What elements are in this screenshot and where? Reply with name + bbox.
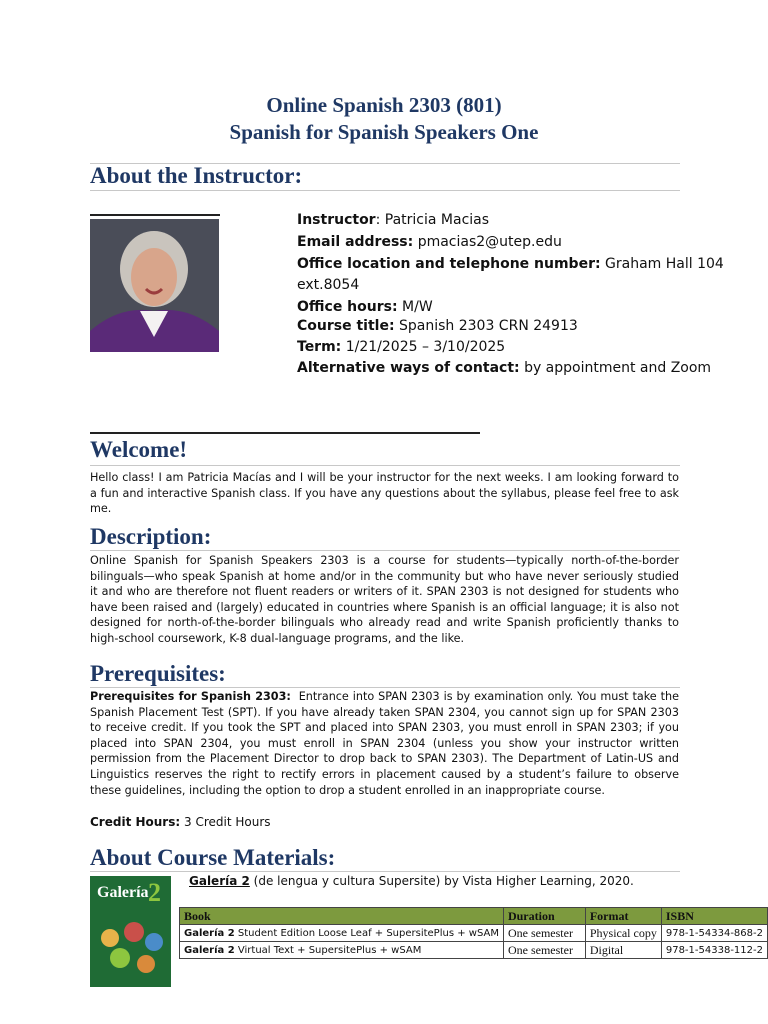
book-citation: Galería 2 (de lengua y cultura Supersite) by Vista Higher Learning, 2020. (189, 874, 634, 888)
duration-cell: One semester (503, 925, 585, 942)
email-link[interactable]: pmacias2@utep.edu (417, 234, 562, 250)
divider (90, 687, 680, 688)
materials-table (179, 907, 768, 959)
instructor-heading: About the Instructor: (90, 163, 303, 188)
instructor-portrait-icon (90, 219, 219, 352)
column-header: Duration (503, 908, 585, 925)
book-cell: Galería 2 Student Edition Loose Leaf + SupersitePlus + wSAM (180, 925, 504, 942)
cover-number: 2 (148, 878, 161, 907)
prerequisites-text: Prerequisites for Spanish 2303: Entrance into SPAN 2303 is by examination only. You must take the Spanish Placement Test (SPT). If you have already taken SPAN 2304, you cannot sign up for SPAN 2303 to receive credit. If you took the SPT and placed into SPAN 2303, you must enroll in SPAN 2303; if you placed into SPAN 2304, you must enroll in SPAN 2304 (unless you show your instructor written permission from the Placement Director to drop back to SPAN 2303). The Department of Latin-US and Linguistics reserves the right to rectify errors in placement caused by a student’s failure to observe these guidelines, including the option to drop a student enrolled in an inappropriate course. (90, 690, 679, 797)
office-location-ext: ext.8054 (297, 277, 360, 293)
welcome-heading: Welcome! (90, 437, 188, 462)
photo-rule (90, 214, 220, 216)
column-header: Book (180, 908, 504, 925)
column-header: ISBN (661, 908, 767, 925)
instructor-line: Instructor: Patricia Macias (297, 212, 490, 228)
table-row (180, 942, 768, 959)
contact-line: Alternative ways of contact: by appointment and Zoom (297, 360, 712, 376)
table-row (180, 925, 768, 942)
course-title-line: Course title: Spanish 2303 CRN 24913 (297, 318, 578, 334)
materials-heading: About Course Materials: (90, 845, 336, 870)
description-text: Online Spanish for Spanish Speakers 2303 is a course for students—typically north-of-the-border bilinguals—who speak Spanish at home and/or in the community but who have never seriously studied it and who are therefore not fluent readers or writers of it. SPAN 2303 is not designed for students who have been raised and (largely) educated in countries where Spanish is an official language; it is also not designed for north-of-the-border bilinguals who already read and write Spanish proficiently thanks to high-school coursework, K-8 dual-language programs, and the like. (90, 554, 679, 645)
office-location-line: Office location and telephone number: Graham Hall 104 (297, 256, 724, 272)
isbn-cell: 978-1-54334-868-2 (661, 925, 767, 942)
prerequisites-lead: Prerequisites for Spanish 2303: (90, 690, 291, 703)
course-subtitle: Spanish for Spanish Speakers One (229, 120, 539, 144)
prerequisites-heading: Prerequisites: (90, 661, 226, 686)
book-cover (90, 876, 171, 987)
cover-logo: Galería (97, 884, 149, 901)
book-cell: Galería 2 Virtual Text + SupersitePlus + wSAM (180, 942, 504, 959)
format-cell: Digital (585, 942, 661, 959)
duration-cell: One semester (503, 942, 585, 959)
welcome-rule (90, 432, 480, 434)
column-header: Format (585, 908, 661, 925)
table-header-row (180, 908, 768, 925)
term-line: Term: 1/21/2025 – 3/10/2025 (297, 339, 506, 355)
isbn-cell: 978-1-54338-112-2 (661, 942, 767, 959)
divider (90, 190, 680, 191)
format-cell: Physical copy (585, 925, 661, 942)
divider (90, 465, 680, 466)
description-heading: Description: (90, 524, 212, 549)
welcome-text: Hello class! I am Patricia Macías and I will be your instructor for the next weeks. I am looking forward to a fun and interactive Spanish class. If you have any questions about the syllabus, please feel free to ask me. (90, 471, 679, 516)
divider (90, 550, 680, 551)
email-line: Email address: pmacias2@utep.edu (297, 234, 562, 250)
instructor-photo (90, 219, 219, 352)
divider (90, 871, 680, 872)
credit-hours: Credit Hours: 3 Credit Hours (90, 815, 271, 829)
office-hours-line: Office hours: M/W (297, 299, 433, 315)
course-title: Online Spanish 2303 (801) (266, 93, 502, 117)
